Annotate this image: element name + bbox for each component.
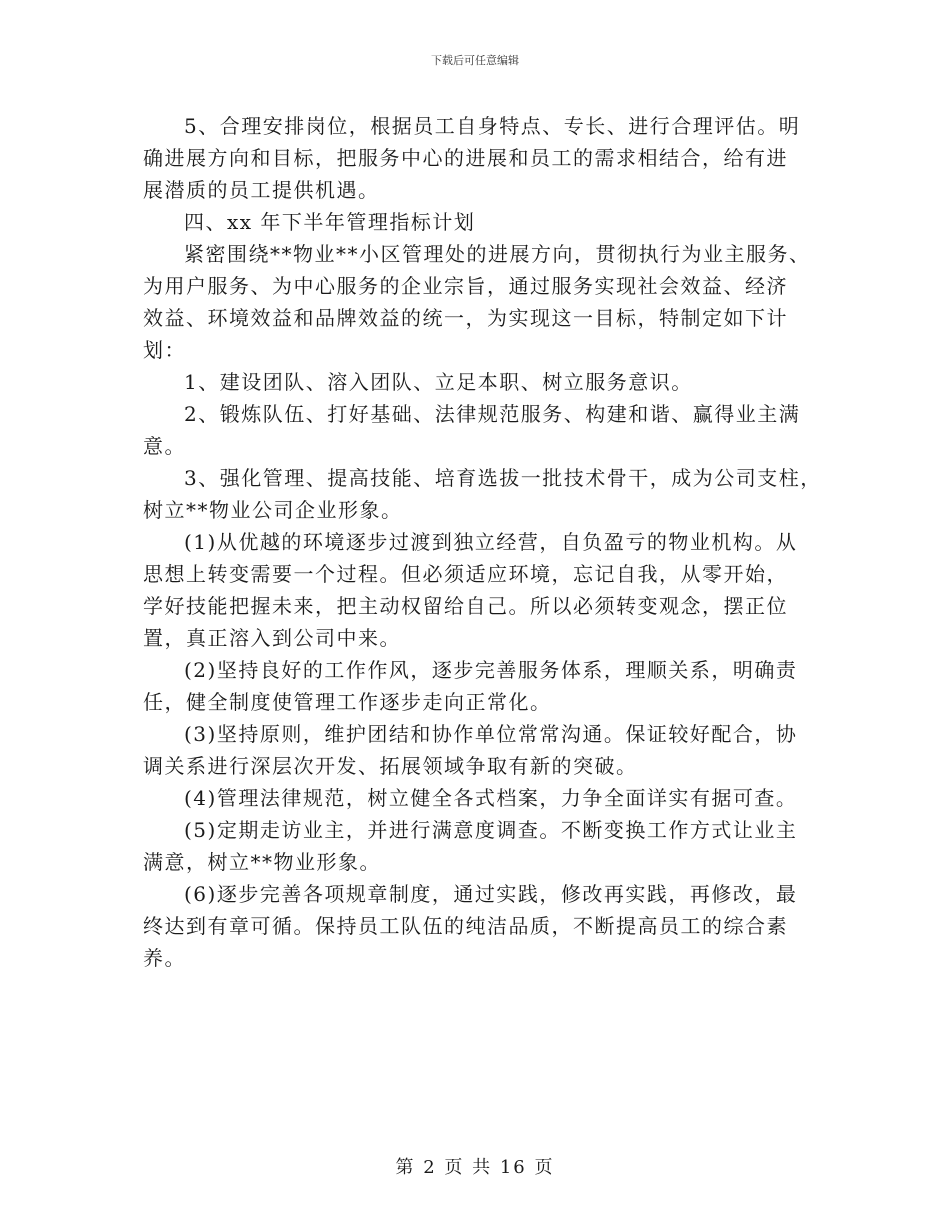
paragraph-line: 确进展方向和目标，把服务中心的进展和员工的需求相结合，给有进 [143, 146, 788, 170]
paragraph [143, 814, 823, 878]
paragraph [143, 718, 823, 782]
paragraph [143, 366, 823, 398]
paragraph-line: 学好技能把握未来，把主动权留给自己。所以必须转变观念，摆正位 [143, 594, 788, 618]
paragraph-line: 树立**物业公司企业形象。 [143, 498, 403, 522]
paragraph [143, 878, 823, 974]
paragraph [143, 654, 823, 718]
paragraph-line: (2)坚持良好的工作作风，逐步完善服务体系，理顺关系，明确责 [184, 658, 798, 682]
paragraph-line: 养。 [143, 946, 186, 970]
paragraph [143, 462, 823, 526]
document-body [143, 110, 823, 974]
page-header: 下载后可任意编辑 [431, 54, 519, 67]
paragraph [143, 238, 823, 366]
paragraph-line: 5、合理安排岗位，根据员工自身特点、专长、进行合理评估。明 [184, 114, 801, 138]
paragraph [143, 782, 823, 814]
paragraph-line: (3)坚持原则，维护团结和协作单位常常沟通。保证较好配合，协 [184, 722, 798, 746]
paragraph-line: 调关系进行深层次开发、拓展领域争取有新的突破。 [143, 754, 638, 778]
paragraph-line: 效益、环境效益和品牌效益的统一，为实现这一目标，特制定如下计 [143, 306, 788, 330]
paragraph [143, 398, 823, 462]
paragraph-line: 思想上转变需要一个过程。但必须适应环境，忘记自我，从零开始， [143, 562, 788, 586]
paragraph-line: 1、建设团队、溶入团队、立足本职、树立服务意识。 [184, 370, 693, 394]
paragraph-line: 3、强化管理、提高技能、培育选拔一批技术骨干，成为公司支柱， [184, 466, 822, 490]
paragraph-line: 任，健全制度使管理工作逐步走向正常化。 [143, 690, 552, 714]
paragraph-line: 终达到有章可循。保持员工队伍的纯洁品质，不断提高员工的综合素 [143, 914, 788, 938]
paragraph-line: 为用户服务、为中心服务的企业宗旨，通过服务实现社会效益、经济 [143, 274, 788, 298]
paragraph-line: (6)逐步完善各项规章制度，通过实践，修改再实践，再修改，最 [184, 882, 798, 906]
paragraph-line: (5)定期走访业主，并进行满意度调查。不断变换工作方式让业主 [184, 818, 798, 842]
paragraph-line: 四、xx 年下半年管理指标计划 [184, 210, 476, 234]
paragraph-line: 紧密围绕**物业**小区管理处的进展方向，贯彻执行为业主服务、 [184, 242, 811, 266]
paragraph [143, 110, 823, 206]
paragraph [143, 206, 823, 238]
paragraph-line: (1)从优越的环境逐步过渡到独立经营，自负盈亏的物业机构。从 [184, 530, 798, 554]
paragraph-line: 意。 [143, 434, 186, 458]
paragraph-line: (4)管理法律规范，树立健全各式档案，力争全面详实有据可查。 [184, 786, 798, 810]
paragraph-line: 满意，树立**物业形象。 [143, 850, 381, 874]
paragraph-line: 划： [143, 338, 186, 362]
paragraph [143, 526, 823, 654]
paragraph-line: 2、锻炼队伍、打好基础、法律规范服务、构建和谐、赢得业主满 [184, 402, 801, 426]
paragraph-line: 置，真正溶入到公司中来。 [143, 626, 401, 650]
paragraph-line: 展潜质的员工提供机遇。 [143, 178, 380, 202]
page-number: 第 2 页 共 16 页 [395, 1157, 555, 1178]
